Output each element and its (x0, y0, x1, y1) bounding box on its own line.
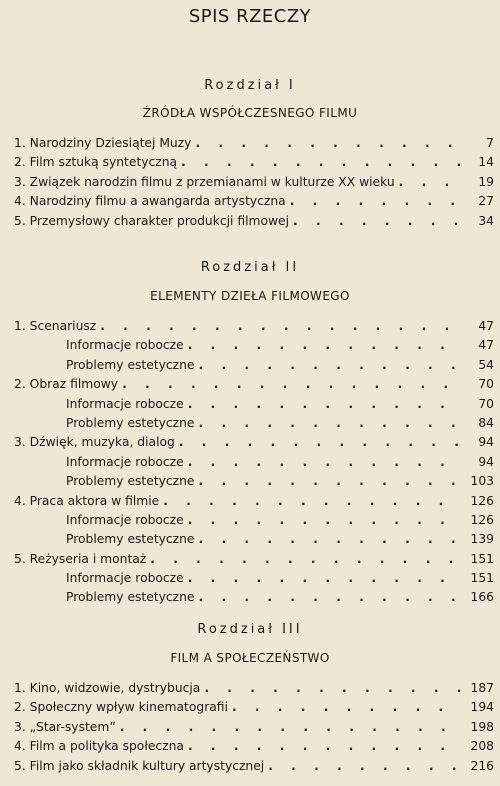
chapter-2-entries (14, 319, 494, 610)
dot-leader (199, 532, 463, 546)
entry-label: 4. Praca aktora w filmie (14, 493, 160, 508)
dot-leader (290, 194, 462, 208)
dot-leader (188, 513, 462, 527)
dot-leader (181, 155, 462, 169)
page-number: 103 (470, 474, 494, 489)
page-number: 27 (478, 194, 494, 209)
page-number: 126 (470, 512, 494, 527)
dot-leader (232, 700, 462, 714)
page-number: 94 (478, 435, 494, 450)
toc-entry (14, 194, 494, 213)
entry-label: 2. Film sztuką syntetyczną (14, 155, 178, 170)
dot-leader (293, 214, 462, 228)
page-number: 14 (478, 155, 494, 170)
toc-subentry (14, 358, 494, 377)
chapter-3-label: Rozdział III (197, 622, 303, 637)
toc-subentry (14, 513, 494, 532)
page-number: 19 (478, 174, 494, 189)
page-number: 139 (470, 532, 494, 547)
toc-subentry (14, 474, 494, 493)
page-title: SPIS RZECZY (188, 6, 312, 27)
page-number: 198 (470, 719, 494, 734)
toc-entry (14, 435, 494, 454)
dot-leader (268, 759, 462, 773)
entry-label: Informacje robocze (66, 454, 184, 469)
dot-leader (195, 136, 462, 150)
entry-label: Problemy estetyczne (66, 357, 195, 372)
entry-label: 1. Narodziny Dziesiątej Muzy (14, 136, 192, 150)
entry-label: 5. Film jako składnik kultury artystycznej (14, 758, 265, 773)
entry-label: 3. Dźwięk, muzyka, dialog (14, 435, 175, 450)
toc-entry (14, 377, 494, 396)
entry-label: 5. Reżyseria i montaż (14, 551, 147, 566)
toc-subentry (14, 590, 494, 609)
entry-label: 4. Narodziny filmu a awangarda artystyczna (14, 194, 286, 209)
toc-entry (14, 214, 494, 233)
page-number: 194 (470, 700, 494, 715)
toc-entry (14, 136, 494, 155)
entry-label: 3. „Star-system” (14, 719, 116, 734)
entry-label: Informacje robocze (66, 571, 184, 586)
page-number: 216 (470, 758, 494, 773)
entry-label: Problemy estetyczne (66, 474, 195, 489)
page-number: 54 (478, 357, 494, 372)
dot-leader (188, 397, 462, 411)
dot-leader (199, 590, 463, 604)
page-number: 34 (478, 213, 494, 228)
entry-label: 1. Kino, widzowie, dystrybucja (14, 681, 201, 695)
toc-subentry (14, 571, 494, 590)
toc-subentry (14, 416, 494, 435)
page-number: 208 (470, 739, 494, 754)
entry-label: 5. Przemysłowy charakter produkcji filmowej (14, 213, 290, 228)
toc-subentry (14, 338, 494, 357)
toc-subentry (14, 455, 494, 474)
toc-entry (14, 681, 494, 700)
toc-entry (14, 552, 494, 571)
toc-entry (14, 700, 494, 719)
dot-leader (199, 416, 463, 430)
entry-label: 3. Związek narodzin filmu z przemianami w kulturze XX wieku (14, 174, 395, 189)
page-number: 187 (470, 681, 494, 695)
dot-leader (100, 319, 462, 333)
entry-label: 2. Społeczny wpływ kinematografii (14, 700, 228, 715)
chapter-2-title: ELEMENTY DZIEŁA FILMOWEGO (150, 289, 350, 303)
dot-leader (188, 338, 462, 352)
dot-leader (199, 358, 463, 372)
entry-label: Informacje robocze (66, 338, 184, 353)
entry-label: Problemy estetyczne (66, 532, 195, 547)
dot-leader (188, 455, 462, 469)
toc-entry (14, 739, 494, 758)
chapter-3-entries (14, 681, 494, 778)
entry-label: Informacje robocze (66, 512, 184, 527)
toc-entry (14, 494, 494, 513)
chapter-2-label: Rozdział II (200, 260, 300, 275)
page-number: 70 (478, 396, 494, 411)
toc-subentry (14, 397, 494, 416)
toc-entry (14, 720, 494, 739)
page-number: 84 (478, 415, 494, 430)
page-number: 70 (478, 377, 494, 392)
toc-entry (14, 759, 494, 778)
dot-leader (163, 494, 462, 508)
entry-label: 1. Scenariusz (14, 319, 97, 333)
dot-leader (120, 720, 462, 734)
toc-entry (14, 319, 494, 338)
entry-label: Problemy estetyczne (66, 415, 195, 430)
dot-leader (399, 175, 462, 189)
dot-leader (179, 435, 462, 449)
page-number: 151 (470, 571, 494, 586)
page-number: 166 (470, 590, 494, 605)
chapter-1-entries (14, 136, 494, 233)
dot-leader (188, 739, 462, 753)
page-number: 47 (478, 319, 494, 333)
entry-label: 4. Film a polityka społeczna (14, 739, 184, 754)
chapter-3-title: FILM A SPOŁECZEŃSTWO (170, 651, 330, 665)
toc-subentry (14, 532, 494, 551)
page-number: 94 (478, 454, 494, 469)
entry-label: Problemy estetyczne (66, 590, 195, 605)
dot-leader (188, 571, 462, 585)
page-number: 151 (470, 551, 494, 566)
page-number: 7 (486, 136, 494, 150)
entry-label: Informacje robocze (66, 396, 184, 411)
dot-leader (150, 552, 462, 566)
chapter-1-title: ŹRÓDŁA WSPÓŁCZESNEGO FILMU (142, 106, 358, 120)
dot-leader (199, 474, 463, 488)
dot-leader (122, 377, 462, 391)
chapter-1-label: Rozdział I (204, 78, 296, 93)
toc-entry (14, 155, 494, 174)
entry-label: 2. Obraz filmowy (14, 377, 119, 392)
page-number: 47 (478, 338, 494, 353)
dot-leader (204, 681, 462, 695)
toc-entry (14, 175, 494, 194)
page-number: 126 (470, 493, 494, 508)
